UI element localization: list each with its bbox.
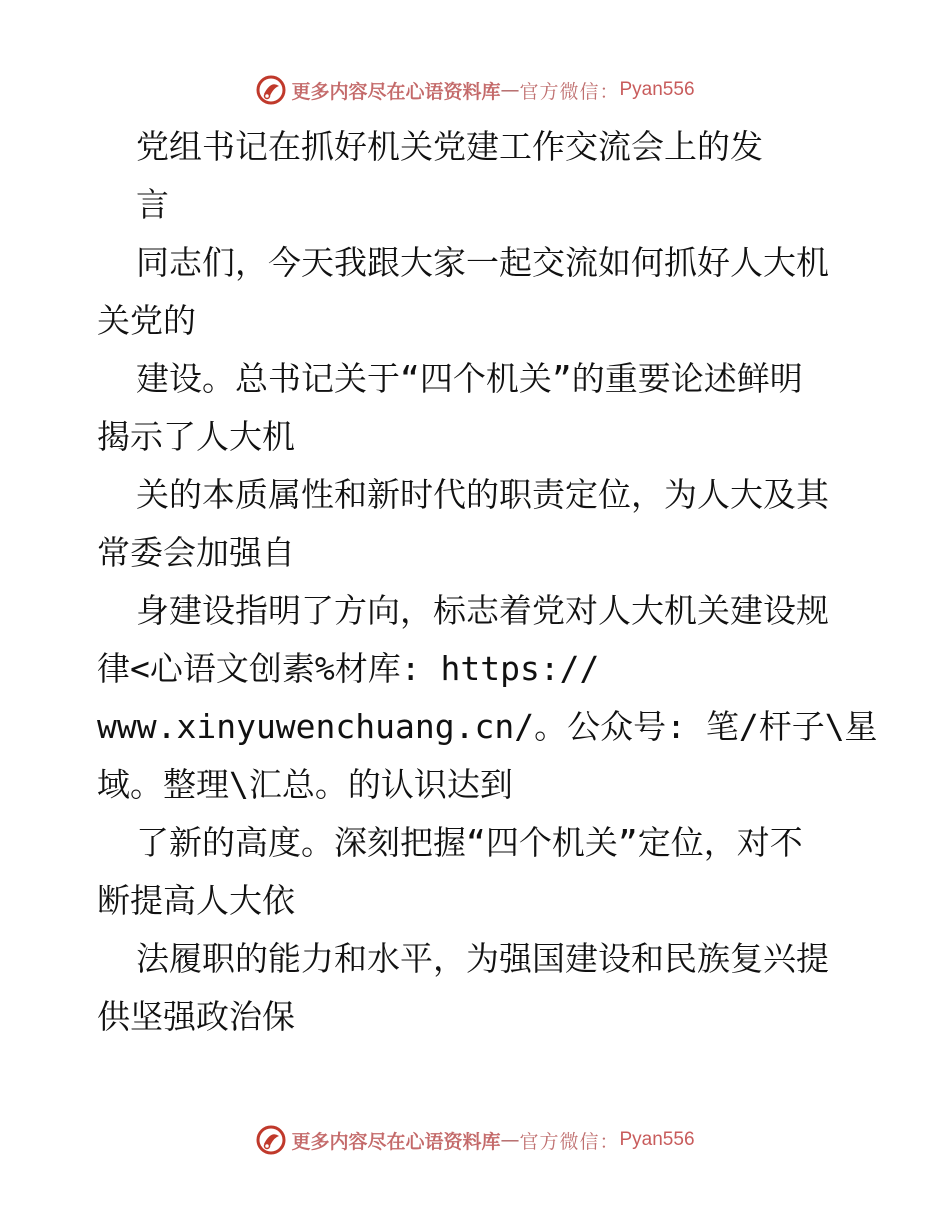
paragraph-line: www.xinyuwenchuang.cn/。公众号: 笔/杆子\星 <box>97 707 878 746</box>
footer-banner-lead: 更多内容尽在心语资料库 <box>291 1130 501 1153</box>
paragraph-line: 身建设指明了方向，标志着党对人大机关建设规 <box>136 591 829 630</box>
paragraph-line: 供坚强政治保 <box>97 997 295 1036</box>
footer-banner-wechat: 官方微信： <box>519 1130 620 1153</box>
header-banner-dash: — <box>500 79 520 101</box>
paragraph-line: 法履职的能力和水平，为强国建设和民族复兴提 <box>136 939 829 978</box>
header-banner-lead: 更多内容尽在心语资料库 <box>291 80 501 103</box>
footer-banner-id: Pyan556 <box>619 1129 695 1150</box>
paragraph-line: 断提高人大依 <box>97 881 295 920</box>
document-title-line-2: 言 <box>136 185 169 224</box>
header-banner-wechat: 官方微信： <box>519 80 620 103</box>
footer-banner-dash: — <box>500 1129 520 1151</box>
paragraph-line: 同志们，今天我跟大家一起交流如何抓好人大机 <box>136 243 829 282</box>
header-banner <box>0 70 950 110</box>
paragraph-line: 关的本质属性和新时代的职责定位，为人大及其 <box>136 475 829 514</box>
xinyu-logo-icon <box>255 74 287 106</box>
document-title-line-1: 党组书记在抓好机关党建工作交流会上的发 <box>136 127 763 166</box>
xinyu-logo-icon <box>255 1124 287 1156</box>
header-banner-id: Pyan556 <box>619 79 695 100</box>
paragraph-line: 律<心语文创素%材库: https:// <box>97 649 600 688</box>
paragraph-line: 域。整理\汇总。的认识达到 <box>97 765 513 804</box>
paragraph-line: 揭示了人大机 <box>97 417 295 456</box>
footer-banner <box>0 1120 950 1160</box>
paragraph-line: 关党的 <box>97 301 196 340</box>
paragraph-line: 建设。总书记关于“四个机关”的重要论述鲜明 <box>136 359 803 398</box>
paragraph-line: 常委会加强自 <box>97 533 295 572</box>
paragraph-line: 了新的高度。深刻把握“四个机关”定位，对不 <box>136 823 803 862</box>
